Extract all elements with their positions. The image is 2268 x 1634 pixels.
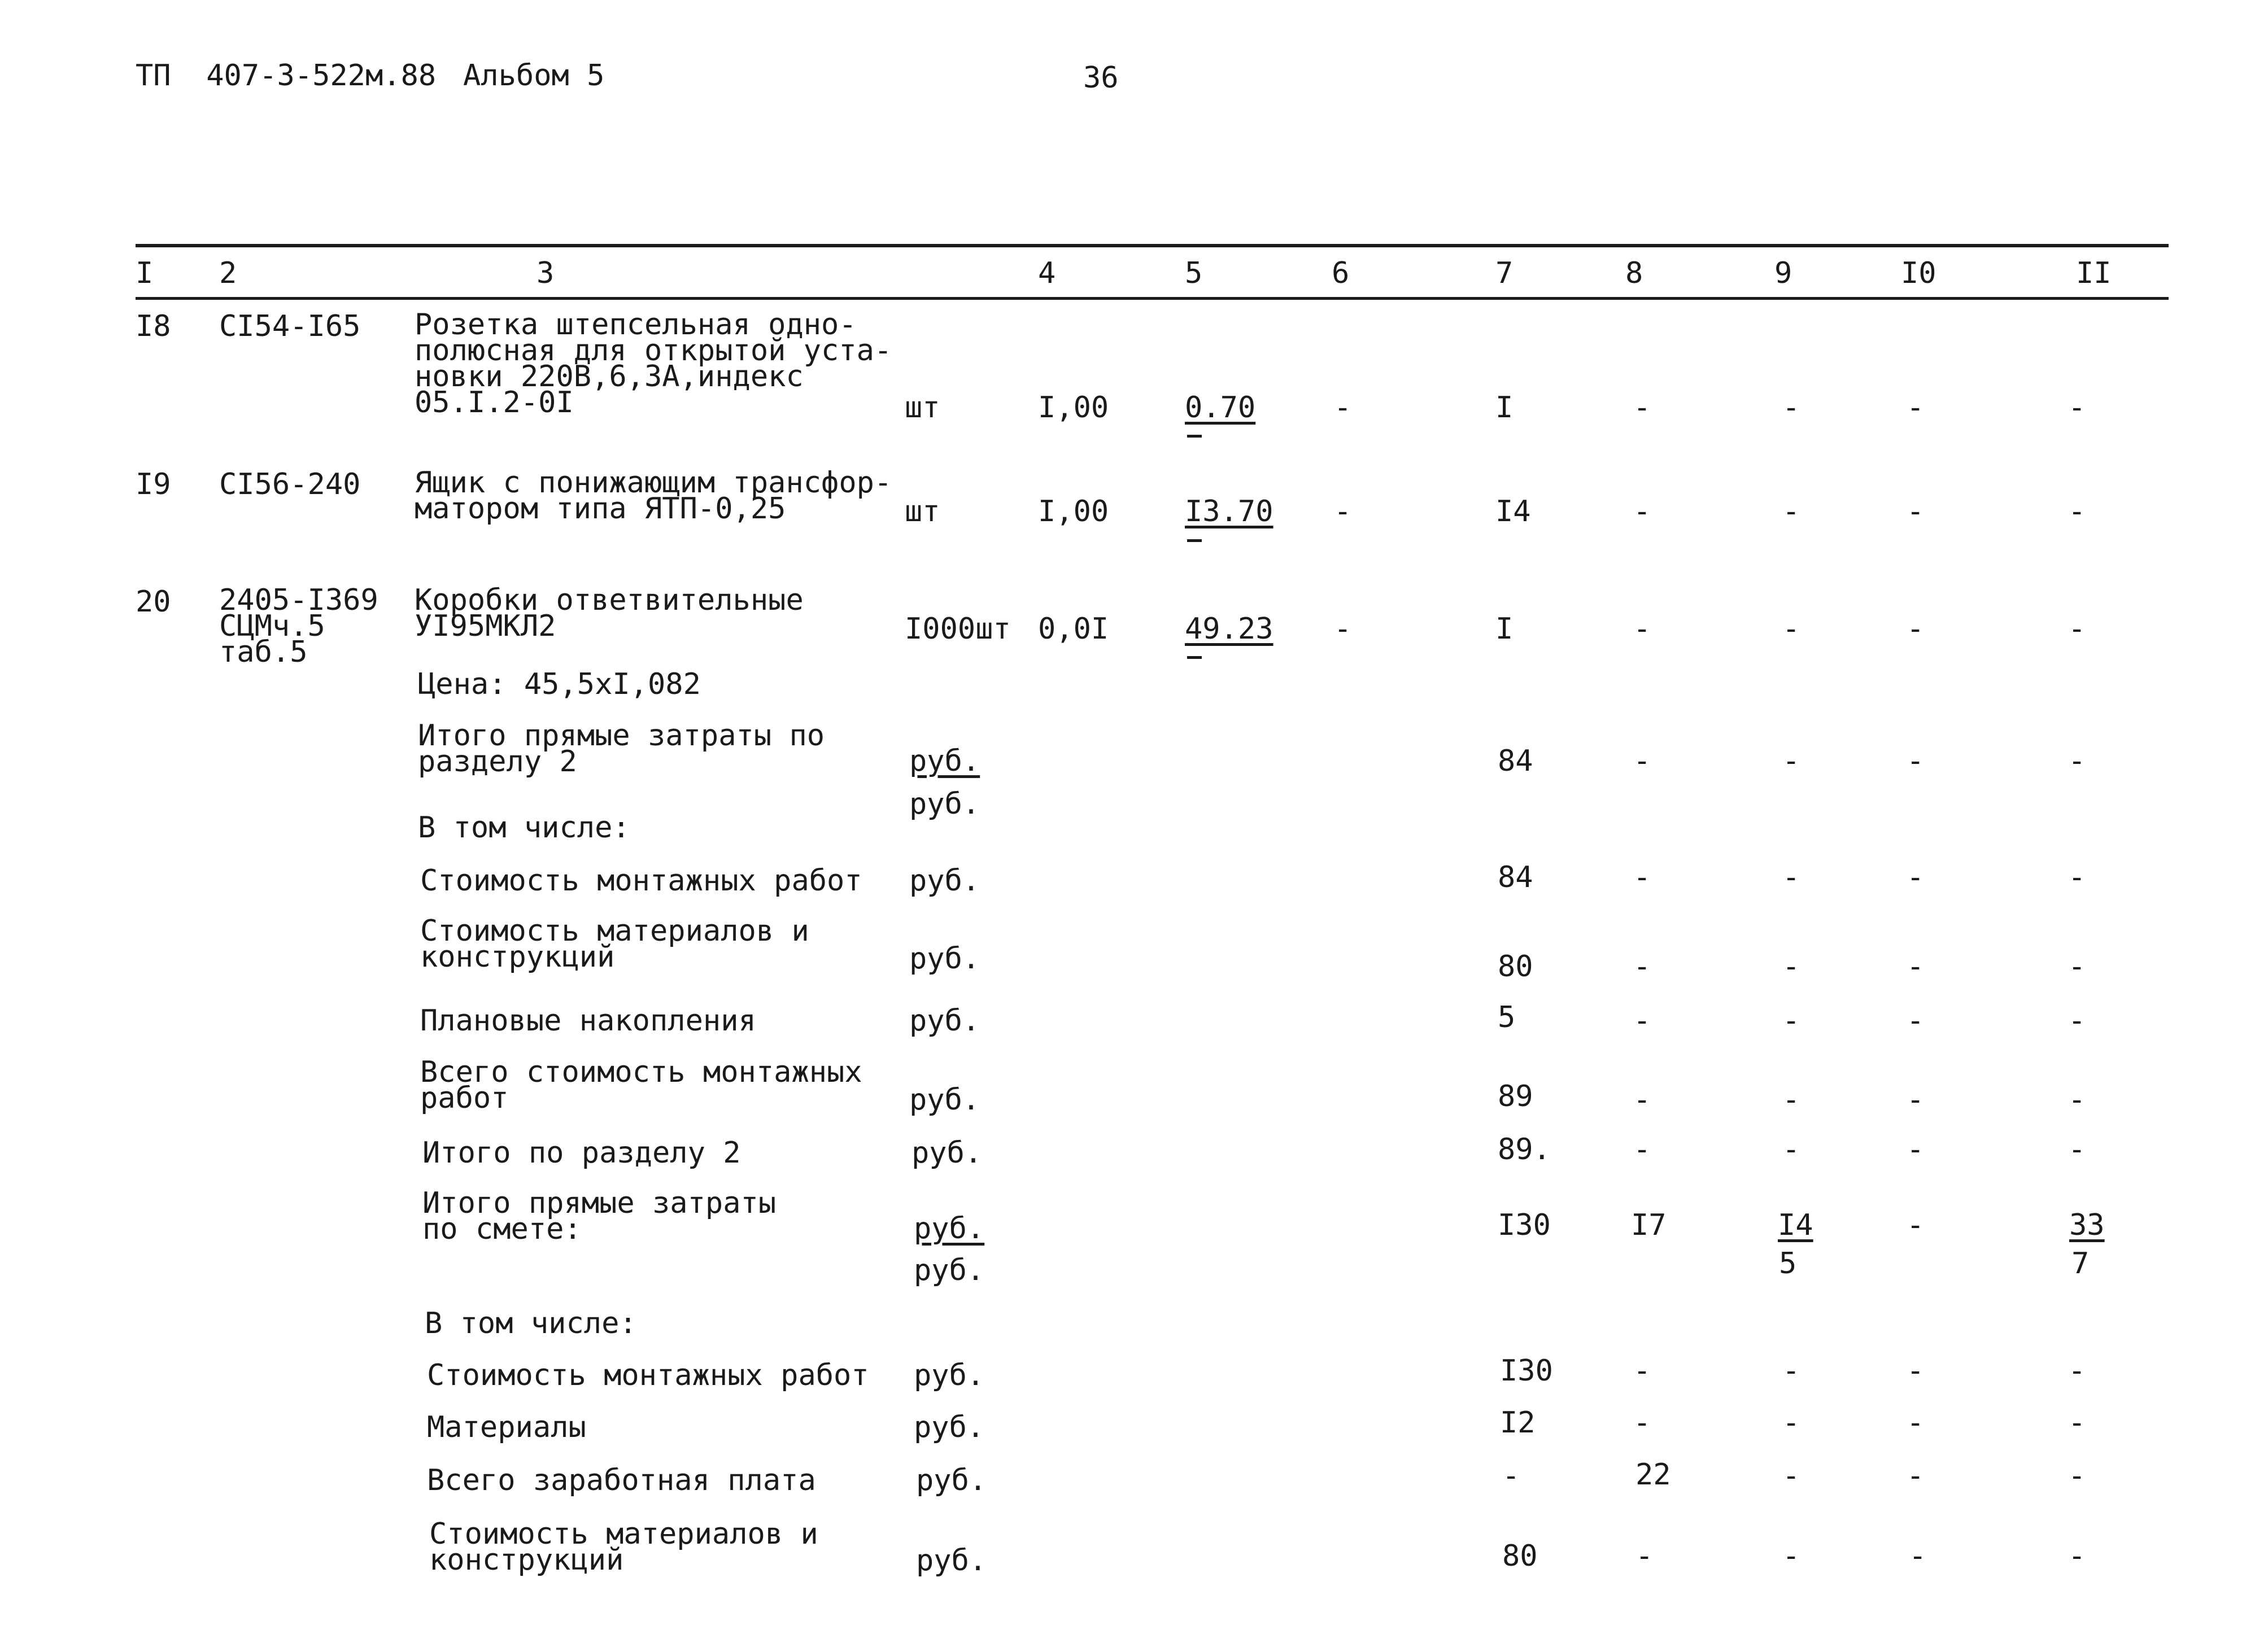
row-description: Розетка штепсельная одно- полюсная для открытой уста- новки 220В,6,3А,индекс 05.I.2-0I	[415, 308, 892, 420]
summary-c10: -	[1909, 1539, 1927, 1573]
row-unit: шт	[905, 391, 940, 425]
col-header-11: II	[2076, 256, 2112, 290]
row-code: 2405-I369 СЦМч.5 таб.5	[219, 583, 378, 669]
summary-c7: I30	[1498, 1208, 1551, 1242]
row-code: CI54-I65	[219, 309, 361, 343]
summary-c8: -	[1633, 1004, 1651, 1038]
price-note: Цена: 45,5хI,082	[418, 667, 701, 701]
summary-label: Материалы	[427, 1410, 586, 1444]
summary-c9-b: 5	[1779, 1247, 1797, 1281]
row-c5: 0.70	[1185, 391, 1256, 425]
summary-c9: -	[1782, 1354, 1800, 1388]
row-c7: I4	[1495, 495, 1531, 528]
summary-c11: -	[2068, 1539, 2086, 1573]
summary-c8: -	[1633, 950, 1651, 984]
c5-under-dash	[1187, 656, 1202, 659]
summary-c11: -	[2068, 1004, 2086, 1038]
summary-c10: -	[1907, 950, 1925, 984]
row-description: Ящик с понижающим трансфор- матором типа ЯТП-0,25	[415, 466, 892, 526]
summary-unit-2: руб.	[914, 1253, 985, 1287]
summary-c9: -	[1782, 1133, 1800, 1166]
row-unit: I000шт	[905, 612, 1011, 646]
row-c8: -	[1633, 495, 1651, 528]
summary-c11: -	[2068, 950, 2086, 984]
row-c5: 49.23	[1185, 612, 1273, 646]
row-c6: -	[1334, 391, 1352, 425]
summary-c8: -	[1633, 744, 1651, 778]
summary-unit-2: руб.	[909, 787, 980, 821]
summary-c8: 22	[1635, 1458, 1671, 1492]
summary-label: Итого по разделу 2	[422, 1136, 741, 1170]
summary-unit: руб.	[916, 1463, 987, 1497]
row-c10: -	[1907, 612, 1925, 646]
col-header-8: 8	[1625, 256, 1643, 290]
summary-label: Стоимость монтажных работ	[427, 1358, 869, 1392]
summary-c10: -	[1907, 860, 1925, 894]
summary-c10: -	[1907, 1406, 1925, 1440]
row-c9: -	[1782, 391, 1800, 425]
row-num: I9	[136, 468, 171, 501]
summary-c10: -	[1907, 1208, 1925, 1242]
summary-unit: руб.	[916, 1544, 987, 1578]
col-header-3: 3	[537, 256, 555, 290]
summary-label: Стоимость материалов и конструкций	[429, 1517, 818, 1577]
col-header-7: 7	[1495, 256, 1514, 290]
summary-label: Итого прямые затраты по смете:	[422, 1186, 777, 1246]
row-c6: -	[1334, 495, 1352, 528]
row-c11: -	[2068, 612, 2086, 646]
row-c10: -	[1907, 495, 1925, 528]
summary-c9: -	[1782, 1004, 1800, 1038]
summary-c11: -	[2068, 744, 2086, 778]
summary-label: Всего заработная плата	[427, 1463, 816, 1497]
summary-label: Всего стоимость монтажных работ	[420, 1055, 862, 1115]
summary-c11: -	[2068, 1133, 2086, 1166]
summary-c9: I4	[1778, 1208, 1813, 1242]
row-c8: -	[1633, 391, 1651, 425]
summary-c8: -	[1635, 1539, 1654, 1573]
summary-c8: -	[1633, 1354, 1651, 1388]
col-header-6: 6	[1332, 256, 1350, 290]
summary-c9: -	[1782, 1459, 1800, 1493]
summary-c9: -	[1782, 1406, 1800, 1440]
summary-c11: -	[2068, 1354, 2086, 1388]
summary-c9: -	[1782, 860, 1800, 894]
row-description: Коробки ответвительные УI95МКЛ2	[415, 583, 804, 643]
summary-unit: руб.	[914, 1212, 985, 1246]
summary-unit: руб.	[914, 1410, 985, 1444]
summary-c7: 80	[1498, 950, 1533, 984]
summary-c7: 89.	[1498, 1133, 1551, 1166]
summary-c7: 5	[1498, 1001, 1516, 1034]
summary-c8: -	[1633, 1083, 1651, 1117]
row-code: CI56-240	[219, 468, 361, 501]
summary-c10: -	[1907, 1133, 1925, 1166]
row-c5: I3.70	[1185, 495, 1273, 528]
summary-c7: 84	[1498, 744, 1533, 778]
summary-c10: -	[1907, 744, 1925, 778]
summary-c8: I7	[1631, 1208, 1667, 1242]
page-number: 36	[1083, 61, 1119, 95]
col-header-5: 5	[1185, 256, 1203, 290]
table-top-rule	[136, 244, 2169, 247]
row-c7: I	[1495, 391, 1514, 425]
summary-c8: -	[1633, 1133, 1651, 1166]
summary-unit: руб.	[914, 1358, 985, 1392]
summary-c11: 33	[2069, 1208, 2105, 1242]
summary-c7: 80	[1502, 1539, 1538, 1573]
summary-label: Итого прямые затраты по разделу 2	[418, 719, 825, 779]
summary-c8: -	[1633, 1406, 1651, 1440]
summary-c7: I30	[1500, 1354, 1553, 1388]
col-header-2: 2	[219, 256, 237, 290]
summary-c9: -	[1782, 950, 1800, 984]
row-c7: I	[1495, 612, 1514, 646]
summary-c9: -	[1782, 1083, 1800, 1117]
row-c4: I,00	[1038, 391, 1109, 425]
summary-c10: -	[1907, 1459, 1925, 1493]
col-header-1: I	[136, 256, 154, 290]
summary-c11-b: 7	[2071, 1247, 2090, 1281]
row-c10: -	[1907, 391, 1925, 425]
row-c11: -	[2068, 391, 2086, 425]
row-c4: 0,0I	[1038, 612, 1109, 646]
summary-c11: -	[2068, 1406, 2086, 1440]
summary-unit: руб.	[909, 942, 980, 976]
row-num: I8	[136, 309, 171, 343]
doc-code: ТП 407-3-522м.88	[136, 59, 437, 93]
c5-under-dash	[1187, 435, 1202, 438]
col-header-10: I0	[1901, 256, 1936, 290]
summary-c9: -	[1782, 1539, 1800, 1573]
summary-c7: -	[1502, 1459, 1520, 1493]
summary-unit: руб.	[911, 1136, 983, 1170]
row-c8: -	[1633, 612, 1651, 646]
summary-c8: -	[1633, 860, 1651, 894]
summary-label: Плановые накопления	[420, 1004, 756, 1038]
col-header-9: 9	[1774, 256, 1792, 290]
summary-c9: -	[1782, 744, 1800, 778]
summary-unit: руб.	[909, 744, 980, 778]
col-header-4: 4	[1038, 256, 1056, 290]
summary-c11: -	[2068, 860, 2086, 894]
summary-c11: -	[2068, 1083, 2086, 1117]
row-c9: -	[1782, 612, 1800, 646]
table-header-rule	[136, 297, 2169, 300]
summary-label: В том числе:	[418, 811, 630, 845]
summary-label: В том числе:	[425, 1307, 637, 1340]
row-c6: -	[1334, 612, 1352, 646]
summary-unit: руб.	[909, 1004, 980, 1038]
summary-unit: руб.	[909, 1083, 980, 1117]
summary-label: Стоимость материалов и конструкций	[420, 914, 809, 974]
summary-unit: руб.	[909, 864, 980, 898]
summary-label: Стоимость монтажных работ	[420, 864, 862, 898]
summary-c7: 84	[1498, 860, 1533, 894]
c5-under-dash	[1187, 539, 1202, 542]
summary-c10: -	[1907, 1354, 1925, 1388]
summary-c10: -	[1907, 1083, 1925, 1117]
summary-c7: I2	[1500, 1406, 1536, 1440]
row-unit: шт	[905, 495, 940, 528]
summary-c7: 89	[1498, 1080, 1533, 1113]
row-num: 20	[136, 585, 171, 619]
row-c9: -	[1782, 495, 1800, 528]
row-c4: I,00	[1038, 495, 1109, 528]
album-label: Альбом 5	[463, 59, 605, 93]
summary-c11: -	[2068, 1459, 2086, 1493]
summary-c10: -	[1907, 1004, 1925, 1038]
row-c11: -	[2068, 495, 2086, 528]
